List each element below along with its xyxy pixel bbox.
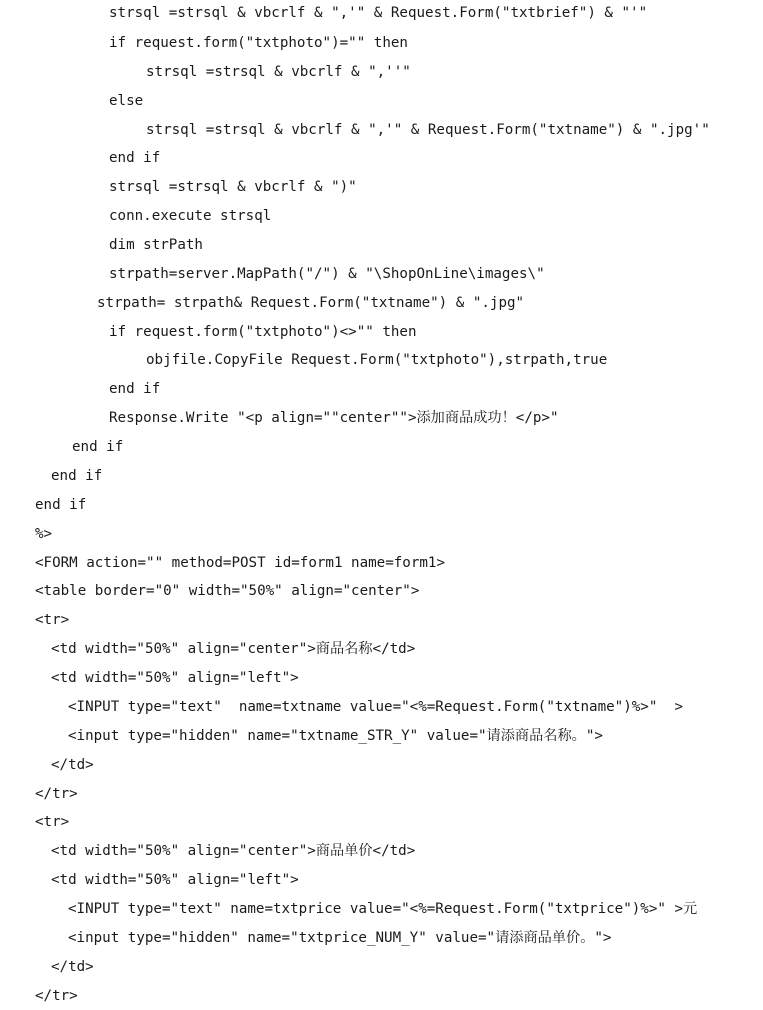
code-line: <input type="hidden" name="txtprice_NUM_Y" value="请添商品单价。"> — [68, 930, 612, 946]
code-line: </tr> — [35, 786, 78, 802]
code-line: if request.form("txtphoto")<>"" then — [109, 324, 417, 340]
code-line: </td> — [51, 757, 94, 773]
code-line: strpath= strpath& Request.Form("txtname") & ".jpg" — [97, 295, 525, 311]
code-line: <INPUT type="text" name=txtprice value="<%=Request.Form("txtprice")%>" >元 — [68, 901, 698, 917]
code-line: <td width="50%" align="left"> — [51, 670, 299, 686]
code-line: <table border="0" width="50%" align="center"> — [35, 583, 420, 599]
code-line: end if — [35, 497, 87, 513]
code-line: <td width="50%" align="left"> — [51, 872, 299, 888]
code-line: strsql =strsql & vbcrlf & ",'" & Request.Form("txtbrief") & "'" — [109, 5, 648, 21]
code-line: <input type="hidden" name="txtname_STR_Y" value="请添商品名称。"> — [68, 728, 603, 744]
code-line: Response.Write "<p align=""center"">添加商品成功！</p>" — [109, 410, 559, 426]
code-line: <INPUT type="text" name=txtname value="<%=Request.Form("txtname")%>" > — [68, 699, 683, 715]
code-line: <FORM action="" method=POST id=form1 name=form1> — [35, 555, 445, 571]
code-line: end if — [72, 439, 124, 455]
code-line: conn.execute strsql — [109, 208, 272, 224]
code-line: <td width="50%" align="center">商品名称</td> — [51, 641, 416, 657]
code-line: </td> — [51, 959, 94, 975]
code-line: <tr> — [35, 612, 70, 628]
code-line: dim strPath — [109, 237, 203, 253]
code-line: else — [109, 93, 144, 109]
code-line: strsql =strsql & vbcrlf & ",''" — [146, 64, 411, 80]
code-line: strsql =strsql & vbcrlf & ",'" & Request.Form("txtname") & ".jpg'" — [146, 122, 710, 138]
code-line: %> — [35, 526, 53, 542]
code-line: </tr> — [35, 988, 78, 1004]
code-line: strpath=server.MapPath("/") & "\ShopOnLine\images\" — [109, 266, 545, 282]
code-line: objfile.CopyFile Request.Form("txtphoto"),strpath,true — [146, 352, 608, 368]
code-line: if request.form("txtphoto")="" then — [109, 35, 408, 51]
code-line: end if — [109, 381, 161, 397]
code-line: <td width="50%" align="center">商品单价</td> — [51, 843, 416, 859]
code-line: <tr> — [35, 814, 70, 830]
code-line: strsql =strsql & vbcrlf & ")" — [109, 179, 357, 195]
code-line: end if — [109, 150, 161, 166]
code-line: end if — [51, 468, 103, 484]
